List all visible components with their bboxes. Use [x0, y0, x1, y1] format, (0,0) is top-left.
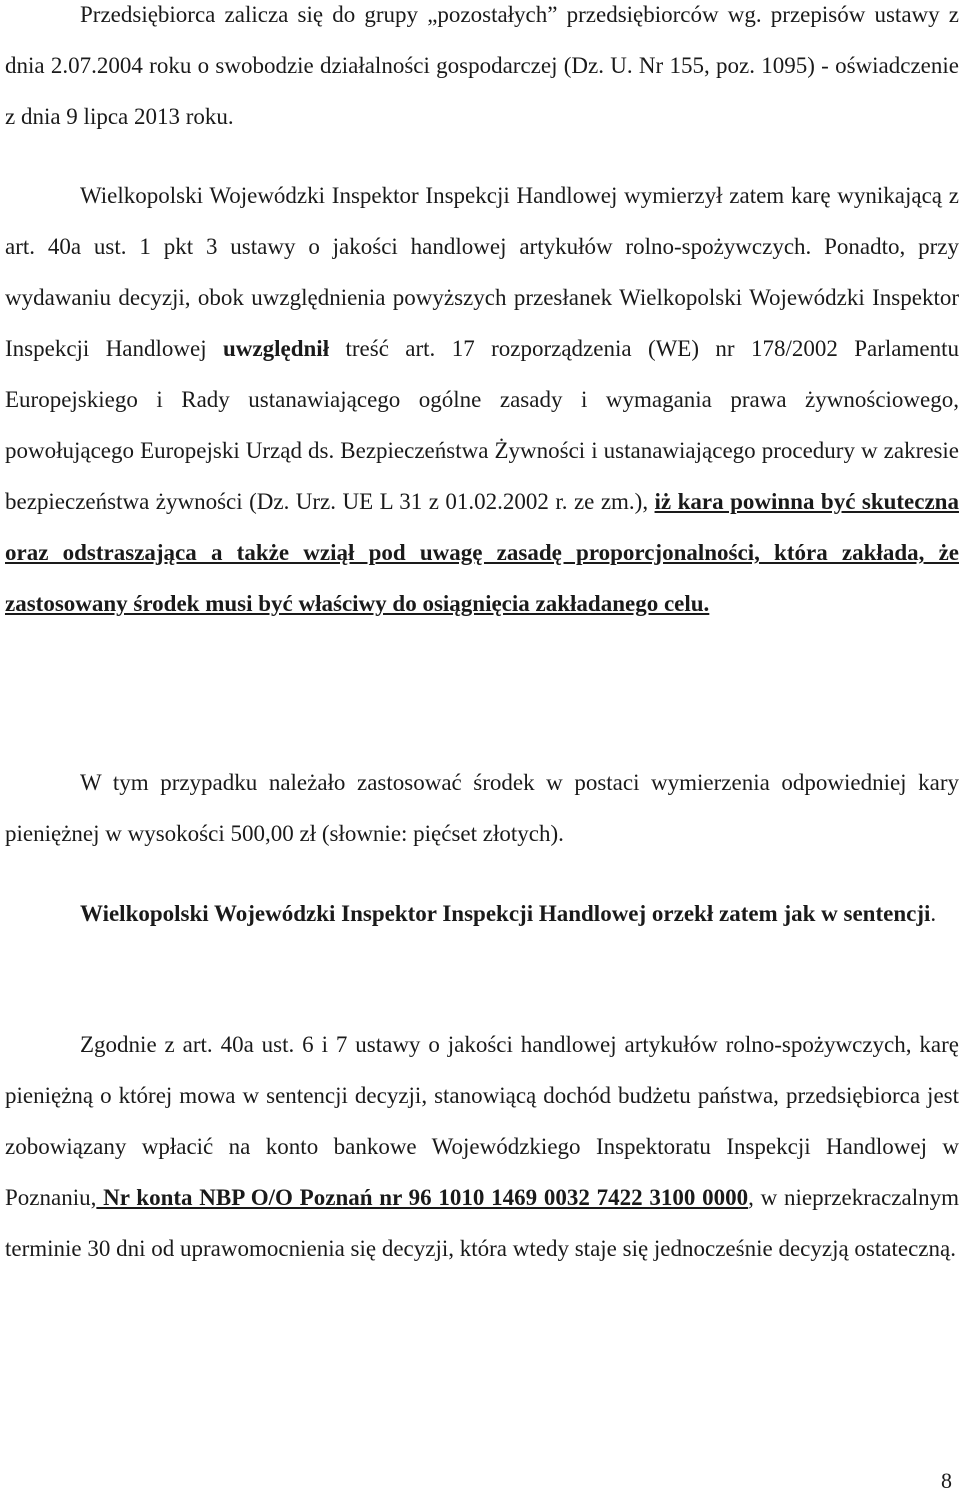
paragraph-classification [5, 0, 959, 142]
paragraph-text: Wielkopolski Wojewódzki Inspektor Inspekcji Handlowej wymierzył zatem karę wynikającą z art. 40a ust. 1 pkt 3 ustawy o jakości handlowej artykułów rolno-spożywczych. Ponadto, przy wydawaniu decyzji, obok uwzględnienia powyższych przesłanek Wielkopolski Wojewódzki Inspektor Inspekcji Handlowej [5, 183, 959, 361]
page-number: 8 [941, 1468, 952, 1493]
paragraph-text: W tym przypadku należało zastosować środek w postaci wymierzenia odpowiedniej kary pieniężnej w wysokości 500,00 zł (słownie: pięćset złotych). [5, 770, 959, 846]
paragraph-text: Przedsiębiorca zalicza się do grupy „pozostałych” przedsiębiorców wg. przepisów ustawy z dnia 2.07.2004 roku o swobodzie działalności gospodarczej (Dz. U. Nr 155, poz. 1095) - oświadczenie z dnia 9 lipca 2013 roku. [5, 2, 959, 129]
paragraph-penalty-justification [5, 170, 959, 629]
paragraph-penalty-amount [5, 757, 959, 859]
bold-text: uwzględnił [223, 336, 330, 361]
paragraph-text: treść art. 17 rozporządzenia (WE) nr 178/2002 Parlamentu Europejskiego i Rady ustanawiającego ogólne zasady i wymagania prawa żywnościowego, powołującego Europejski Urząd ds. Bezpieczeństwa Żywności i ustanawiającego procedury w zakresie bezpieczeństwa żywności (Dz. Urz. UE L 31 z 01.02.2002 r. ze zm.), [5, 336, 959, 514]
paragraph-ruling [5, 888, 959, 939]
bold-underlined-text: iż kara powinna być skuteczna oraz odstraszająca a także wziął pod uwagę zasadę proporcjonalności, która zakłada, że zastosowany środek musi być właściwy do osiągnięcia zakładanego celu. [5, 489, 959, 616]
paragraph-text: . [930, 901, 937, 926]
bold-text: Wielkopolski Wojewódzki Inspektor Inspekcji Handlowej orzekł zatem jak w sentencji [80, 901, 931, 926]
paragraph-payment-instructions [5, 1019, 959, 1274]
paragraph-text: , w nieprzekraczalnym terminie 30 dni od uprawomocnienia się decyzji, która wtedy staje się jednocześnie decyzją ostateczną. [5, 1185, 959, 1261]
bank-account-number: Nr konta NBP O/O Poznań nr 96 1010 1469 0032 7422 3100 0000 [96, 1185, 749, 1210]
paragraph-text: Zgodnie z art. 40a ust. 6 i 7 ustawy o jakości handlowej artykułów rolno-spożywczych, karę pieniężną o której mowa w sentencji decyzji, stanowiącą dochód budżetu państwa, przedsiębiorca jest zobowiązany wpłacić na konto bankowe Wojewódzkiego Inspektoratu Inspekcji Handlowej w Poznaniu, [5, 1032, 959, 1210]
